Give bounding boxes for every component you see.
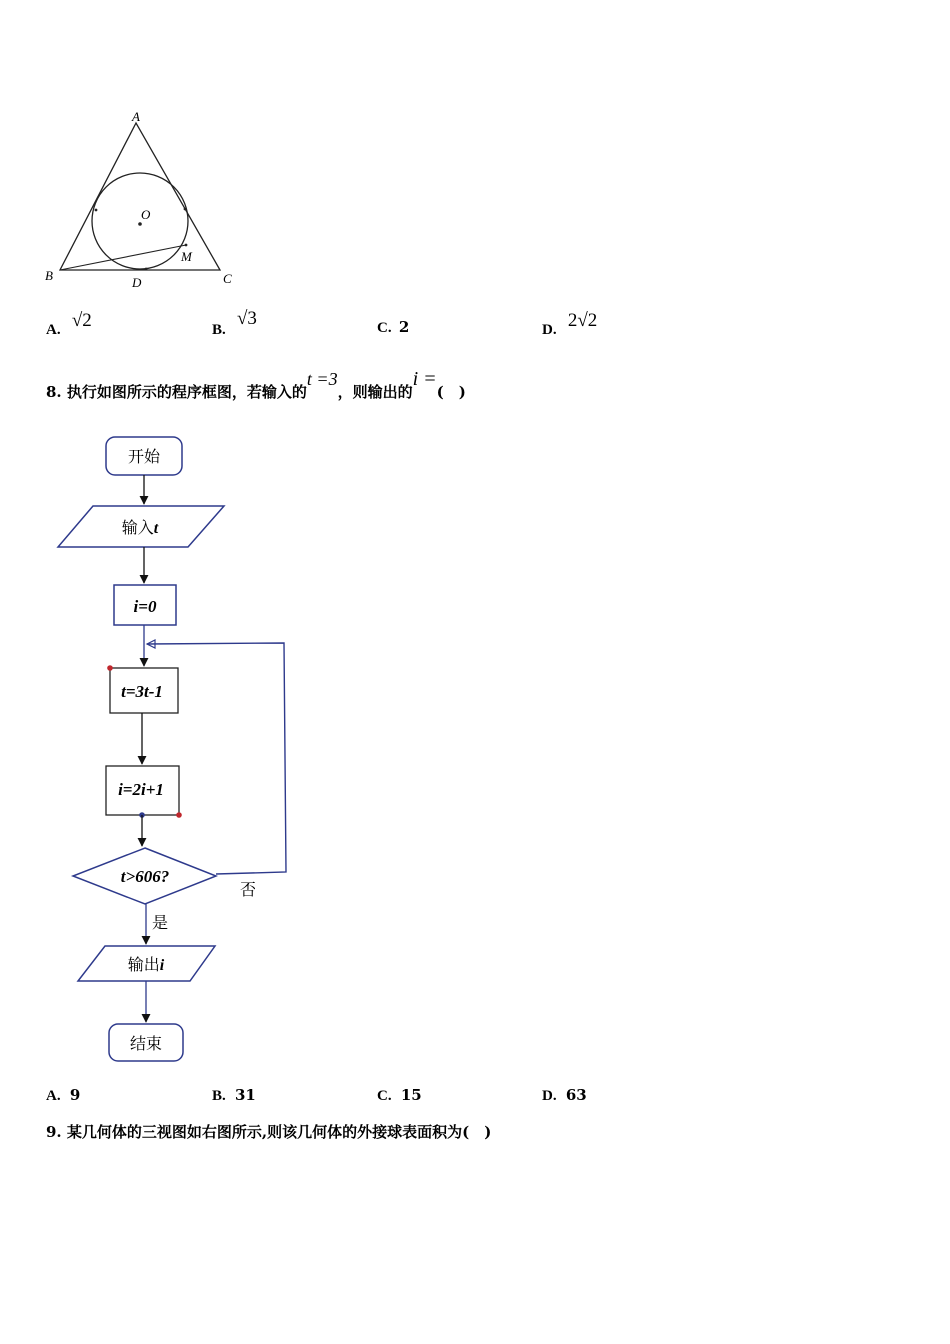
q8-option-d[interactable]: D. 63 xyxy=(542,1086,587,1104)
q7-option-c-value: 2 xyxy=(398,318,410,336)
label-o: O xyxy=(141,207,151,222)
flowchart-step-i-text: i=2i+1 xyxy=(118,780,164,799)
flowchart-start-text: 开始 xyxy=(127,447,161,466)
q8-input-math: t =3 xyxy=(306,369,338,389)
q7-option-a[interactable]: A. √2 xyxy=(46,310,92,338)
flowchart-init-text: i=0 xyxy=(133,597,157,616)
flowchart-input-text: 输入t xyxy=(121,518,159,537)
flowchart-end-text: 结束 xyxy=(129,1034,163,1053)
label-d: D xyxy=(132,275,142,290)
flowchart-output-text: 输出i xyxy=(127,955,165,974)
label-m: M xyxy=(181,249,192,264)
q8-stem: 8. 执行如图所示的程序框图，若输入的t =3，则输出的i =( ) xyxy=(46,368,466,401)
triangle-incircle-figure xyxy=(40,105,250,295)
q7-option-a-value: √2 xyxy=(71,310,92,331)
q8-option-c[interactable]: C. 15 xyxy=(377,1086,422,1104)
flowchart-decision-text: t>606? xyxy=(120,867,170,886)
program-flowchart xyxy=(50,430,310,1070)
flowchart-no-label: 否 xyxy=(240,880,257,899)
q7-option-b-value: √3 xyxy=(237,308,257,329)
q7-option-d[interactable]: D. 2√2 xyxy=(542,310,598,338)
q7-option-c[interactable]: C. 2 xyxy=(377,318,410,336)
flowchart-step-t-text: t=3t-1 xyxy=(121,682,163,701)
q8-output-math: i = xyxy=(412,368,437,390)
q7-option-d-value: 2√2 xyxy=(567,310,598,331)
label-b: B xyxy=(45,268,53,283)
flowchart-yes-label: 是 xyxy=(152,913,169,932)
label-a: A xyxy=(132,109,140,124)
q9-stem: 9. 某几何体的三视图如右图所示,则该几何体的外接球表面积为( ) xyxy=(46,1123,492,1141)
q8-option-b[interactable]: B. 31 xyxy=(212,1086,256,1104)
q7-option-b[interactable]: B. √3 xyxy=(212,308,257,338)
label-c: C xyxy=(223,271,232,286)
q8-option-a[interactable]: A. 9 xyxy=(46,1086,81,1104)
